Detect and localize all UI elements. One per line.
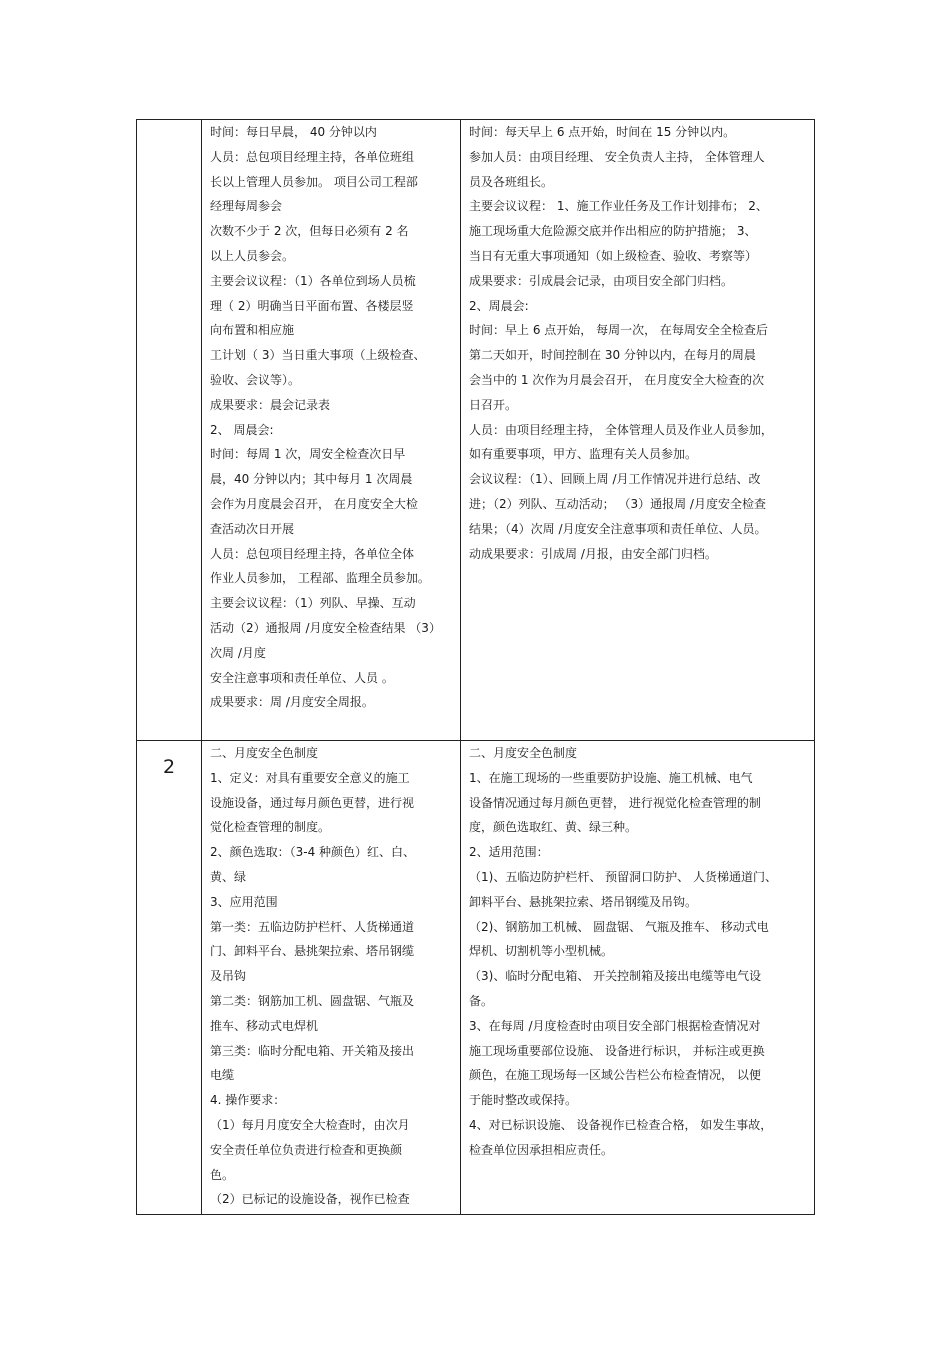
text-line: 检查单位因承担相应责任。 (469, 1142, 614, 1157)
left-content (202, 741, 460, 1212)
text-line: 卸料平台、悬挑架拉索、塔吊钢缆及吊钩。 (469, 894, 698, 909)
text-line: 觉化检查管理的制度。 (210, 820, 331, 835)
right-content-cell (461, 120, 815, 741)
text-line: （3)、临时分配电箱、 开关控制箱及接出电缆等电气设 (469, 969, 762, 984)
text-line: （2）已标记的设施设备，视作已检查 (210, 1192, 410, 1207)
text-line: 成果要求：晨会记录表 (210, 397, 331, 412)
text-line: 活动（2）通报周 /月度安全检查结果 （3） (210, 620, 441, 635)
text-line: 施工现场重大危险源交底并作出相应的防护措施； 3、 (469, 224, 757, 239)
text-line: 工计划（ 3）当日重大事项（上级检查、 (210, 348, 426, 363)
text-line: 2、 周晨会: (210, 422, 274, 437)
text-line: 次周 /月度 (210, 645, 266, 660)
left-content-cell (202, 741, 461, 1215)
text-line: 二、月度安全色制度 (210, 746, 319, 760)
text-line: 主要会议议程：（1）各单位到场人员梳 (210, 273, 416, 288)
text-line: 成果要求：引成晨会记录，由项目安全部门归档。 (469, 273, 734, 288)
text-line: 3、应用范围 (210, 894, 278, 909)
text-line: 进；（2）列队、互动活动； （3）通报周 /月度安全检查 (469, 496, 766, 511)
text-line: 第一类：五临边防护栏杆、人货梯通道 (210, 919, 415, 934)
text-line: （1)、五临边防护栏杆、 预留洞口防护、 人货梯通道门、 (469, 869, 777, 884)
left-content-cell (202, 120, 461, 741)
text-line: 2、颜色选取：（3-4 种颜色）红、白、 (210, 845, 416, 860)
right-content (461, 120, 814, 566)
text-line: 经理每周参会 (210, 199, 283, 214)
text-line: 设施设备，通过每月颜色更替，进行视 (210, 795, 415, 810)
text-line: 会作为月度晨会召开， 在月度安全大检 (210, 496, 418, 511)
text-line: 度，颜色选取红、黄、绿三种。 (469, 820, 638, 835)
text-line: 色。 (210, 1167, 235, 1182)
text-line: 当日有无重大事项通知（如上级检查、验收、考察等） (469, 248, 758, 263)
text-line: 黄、绿 (210, 869, 247, 884)
text-line: 电缆 (210, 1068, 235, 1083)
text-line: 安全注意事项和责任单位、人员 。 (210, 670, 394, 685)
text-line: 推车、移动式电焊机 (210, 1018, 319, 1033)
text-line: 以上人员参会。 (210, 248, 295, 263)
text-line: 动成果要求：引成周 /月报，由安全部门归档。 (469, 546, 717, 561)
text-line: 长以上管理人员参加。 项目公司工程部 (210, 174, 418, 189)
text-line: 会当中的 1 次作为月晨会召开， 在月度安全大检查的次 (469, 372, 765, 387)
content-table (136, 119, 815, 1215)
text-line: 4. 操作要求： (210, 1093, 286, 1108)
text-line: 2、周晨会: (469, 298, 529, 313)
right-content-cell (461, 741, 815, 1215)
text-line: 1、定义：对具有重要安全意义的施工 (210, 770, 410, 785)
text-line: 结果；（4）次周 /月度安全注意事项和责任单位、人员。 (469, 521, 767, 536)
text-line: 人员：由项目经理主持， 全体管理人员及作业人员参加， (469, 422, 773, 437)
text-line: 焊机、切割机等小型机械。 (469, 944, 614, 959)
row-number (137, 120, 201, 134)
text-line: 理（ 2）明确当日平面布置、各楼层竖 (210, 298, 414, 313)
text-line: 向布置和相应施 (210, 323, 295, 338)
text-line: 验收、会议等）。 (210, 372, 301, 387)
text-line: 门、卸料平台、悬挑架拉索、塔吊钢缆 (210, 944, 415, 959)
text-line: 安全责任单位负责进行检查和更换颜 (210, 1142, 403, 1157)
text-line: 4、对已标识设施、 设备视作已检查合格， 如发生事故， (469, 1117, 773, 1132)
text-line: 人员：总包项目经理主持，各单位全体 (210, 546, 415, 561)
table-row (137, 120, 815, 741)
text-line: 设备情况通过每月颜色更替， 进行视觉化检查管理的制 (469, 795, 761, 810)
text-line: （2)、钢筋加工机械、 圆盘锯、 气瓶及推车、 移动式电 (469, 919, 769, 934)
text-line: 次数不少于 2 次，但每日必须有 2 名 (210, 224, 409, 239)
text-line: 第二天如开，时间控制在 30 分钟以内，在每月的周晨 (469, 348, 756, 363)
text-line: 第三类：临时分配电箱、开关箱及接出 (210, 1043, 415, 1058)
text-line: 时间：每天早上 6 点开始，时间在 15 分钟以内。 (469, 125, 736, 139)
text-line: 主要会议议程：（1）列队、早操、互动 (210, 596, 416, 611)
text-line: 二、月度安全色制度 (469, 746, 578, 760)
row-number-cell (137, 120, 202, 741)
text-line: 第二类：钢筋加工机、圆盘锯、气瓶及 (210, 993, 415, 1008)
text-line: 如有重要事项，甲方、监理有关人员参加。 (469, 447, 698, 462)
row-number-cell (137, 741, 202, 1215)
text-line: 时间：每日早晨， 40 分钟以内 (210, 125, 377, 139)
left-content (202, 120, 460, 715)
text-line: 3、在每周 /月度检查时由项目安全部门根据检查情况对 (469, 1018, 761, 1033)
text-line: 作业人员参加， 工程部、监理全员参加。 (210, 571, 430, 586)
text-line: 及吊钩 (210, 969, 247, 984)
text-line: 日召开。 (469, 397, 518, 412)
text-line: 1、在施工现场的一些重要防护设施、施工机械、电气 (469, 770, 753, 785)
text-line: 备。 (469, 993, 494, 1008)
text-line: 会议议程：（1）、回顾上周 /月工作情况并进行总结、改 (469, 472, 761, 487)
text-line: 晨，40 分钟以内；其中每月 1 次周晨 (210, 472, 413, 487)
text-line: 成果要求：周 /月度安全周报。 (210, 695, 374, 710)
text-line: 施工现场重要部位设施、 设备进行标识， 并标注或更换 (469, 1043, 765, 1058)
text-line: 员及各班组长。 (469, 174, 554, 189)
text-line: 于能时整改或保持。 (469, 1093, 578, 1108)
row-number: 2 (162, 756, 176, 778)
text-line: 人员：总包项目经理主持，各单位班组 (210, 149, 415, 164)
text-line: 时间：早上 6 点开始， 每周一次， 在每周安全全检查后 (469, 323, 768, 338)
text-line: 2、适用范围： (469, 845, 549, 860)
text-line: 时间：每周 1 次，周安全检查次日早 (210, 447, 406, 462)
table-row (137, 741, 815, 1215)
text-line: 主要会议议程： 1、施工作业任务及工作计划排布； 2、 (469, 199, 768, 214)
text-line: 颜色，在施工现场每一区域公告栏公布检查情况， 以便 (469, 1068, 761, 1083)
text-line: （1）每月月度安全大检查时，由次月 (210, 1117, 410, 1132)
text-line: 查活动次日开展 (210, 521, 295, 536)
right-content (461, 741, 814, 1163)
text-line: 参加人员：由项目经理、 安全负责人主持， 全体管理人 (469, 149, 765, 164)
